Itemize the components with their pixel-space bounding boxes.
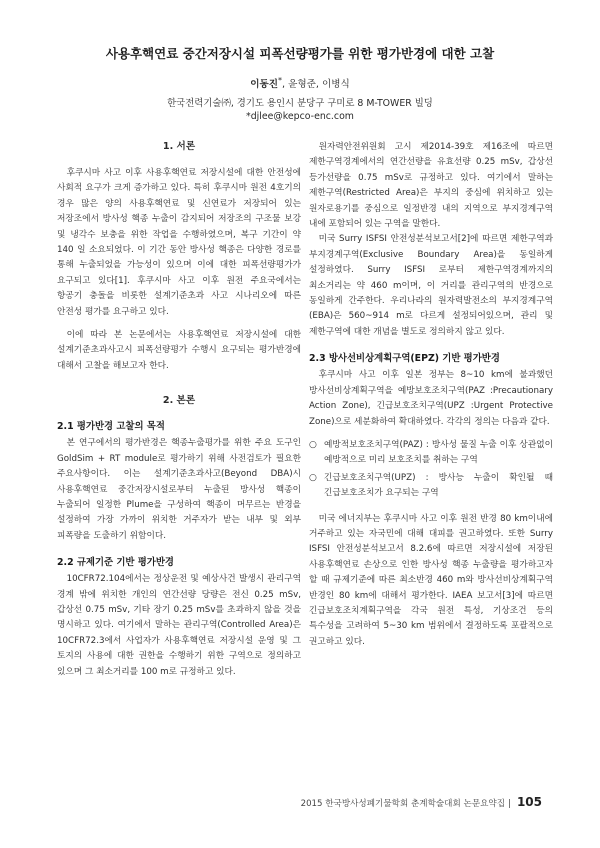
author-email: *djlee@kepco-enc.com xyxy=(246,111,354,122)
author-line xyxy=(40,76,560,90)
intro-paragraph-1: 후쿠시마 사고 이후 사용후핵연료 저장시설에 대한 안전성에 사회적 요구가 크게 증가하고 있다. 특히 후쿠시마 원전 4호기의 경우 많은 양의 사용후핵연료 및 신연료가 저장되어 있는 저장조에서 방사성 핵종 누출이 감지되어 저장조의 구조물 보강 및 냉각수 보충을 위한 작업을 수행하였으며, 복구 기간이 약 140 일 소요되었다. 이 기간 동안 방사성 핵종은 다양한 경로를 통해 누출되었을 가능성이 있으며 이에 대한 피폭선량평가가 요구되고 있다[1]. 후쿠시마 사고 이후 원전 주요국에서는 항공기 충돌을 비롯한 설계기준초과 사고 시나리오에 따른 안전성 평가를 요구하고 있다. xyxy=(57,168,301,317)
section-heading-intro: 1. 서론 xyxy=(162,141,196,152)
left-column xyxy=(57,140,301,680)
s22-paragraph-left: 10CFR72.104에서는 정상운전 및 예상사건 발생시 관리구역 경계 밖에 위치한 개인의 연간선량 당량은 전신 0.25 mSv, 갑상선 0.75 mSv, 기타 장기 0.25 mSv를 초과하지 않을 것을 명시하고 있다. 여기에서 말하는 관리구역(Controlled Area)은 10CFR72.3에서 사업자가 사용후핵연료 저장시설 운영 및 그 토지의 사용에 대한 권한을 수행하기 위한 구역으로 정의하고 있으며 그 최소거리를 100 m로 규정하고 있다. xyxy=(57,574,301,677)
footer-separator: | xyxy=(508,799,511,809)
corresponding-mark: * xyxy=(278,76,282,85)
main-author: 이동진 xyxy=(250,79,278,91)
epz-definition-list xyxy=(309,438,553,502)
list-item-paz xyxy=(309,438,553,469)
list-item-upz-text: 긴급보호조치구역(UPZ) : 방사능 누출이 확인될 때 긴급보호조치가 요구되는 구역 xyxy=(324,472,553,499)
circle-bullet-icon: ○ xyxy=(309,439,317,450)
page-footer xyxy=(301,795,542,809)
paper-title: 사용후핵연료 중간저장시설 피폭선량평가를 위한 평가반경에 대한 고찰 xyxy=(105,46,495,61)
right-column xyxy=(309,140,553,650)
footer-text: 2015 한국방사성폐기물학회 춘계학술대회 논문요약집 xyxy=(300,799,506,809)
s21-paragraph: 본 연구에서의 평가반경은 핵종누출평가를 위한 주요 도구인 GoldSim + RT module로 평가하기 위해 사전검토가 필요한 주요사항이다. 이는 설계기준초과사고(Beyond DBA)시 사용후핵연료 중간저장시설로부터 누출된 방사성 핵종이 누출되어 일정한 Plume을 구성하여 핵종이 머무르는 반경을 설정하여 가장 가까이 위치한 거주자가 받는 내부 및 외부 피폭량을 도출하기 위함이다. xyxy=(57,438,301,541)
list-item-paz-text: 예방적보호조치구역(PAZ) : 방사성 물질 누출 이후 상관없이 예방적으로 미리 보호조치를 취하는 구역 xyxy=(324,439,553,466)
section-heading-body: 2. 본론 xyxy=(162,395,196,407)
s22-paragraph-right-2: 미국 Surry ISFSI 안전성분석보고서[2]에 따르면 제한구역과 부지경계구역(Exclusive Boundary Area)을 동일하게 설정하였다. Surry ISFSI 로부터 제한구역경계까지의 최소거리는 약 460 m이며, 이 거리를 관리구역의 반경으로 동일하게 간주한다. 우리나라의 원자력발전소의 부지경계구역(EBA)은 560~914 m로 다르게 설정되어있으며, 관리 및 제한구역에 대한 개념을 별도로 정의하지 않고 있다. xyxy=(309,234,553,337)
s23-paragraph-2: 미국 에너지부는 후쿠시마 사고 이후 원전 반경 80 km이내에 거주하고 있는 자국민에 대해 대피를 권고하였다. 또한 Surry ISFSI 안전성분석보고서 8.2.6에 따르면 저장시설에 저장된 사용후핵연료 손상으로 인한 방사성 핵종 누출량을 평가하고자 할 때 규제기준에 따른 최소반경 460 m와 방사선비상계획구역 반경인 80 km에 대해서 평가한다. IAEA 보고서[3]에 따르면 긴급보호조치계획구역을 각국 원전 특성, 기상조건 등의 특수성을 고려하여 5~30 km 범위에서 결정하도록 포괄적으로 권고하고 있다. xyxy=(309,513,553,647)
section-heading-2-1: 2.1 평가반경 고찰의 목적 xyxy=(57,421,165,433)
page-number: 105 xyxy=(516,795,542,809)
s23-paragraph-1: 후쿠시마 사고 이후 일본 정부는 8~10 km에 불과했던 방사선비상계획구역을 예방보호조치구역(PAZ :Precautionary Action Zone), 긴급보호조치구역(UPZ :Urgent Protective Zone)으로 세분화하여 확대하였다. 각각의 정의는 다음과 같다. xyxy=(309,370,553,427)
circle-bullet-icon: ○ xyxy=(309,472,317,483)
section-heading-2-2: 2.2 규제기준 기반 평가반경 xyxy=(57,557,174,569)
co-authors: , 윤형준, 이병식 xyxy=(282,79,350,91)
intro-paragraph-2: 이에 따라 본 논문에서는 사용후핵연료 저장시설에 대한 설계기준초과사고시 피폭선량평가 수행시 요구되는 평가반경에 대해서 고찰을 해보고자 한다. xyxy=(57,330,301,371)
s22-paragraph-right-1: 원자력안전위원회 고시 제2014-39호 제16조에 따르면 제한구역경계에서의 연간선량을 유효선량 0.25 mSv, 갑상선 등가선량을 0.75 mSv로 규정하고 있다. 여기에서 말하는 제한구역(Restricted Area)은 부지의 중심에 위치하고 있는 원자로용기를 중심으로 일정반경 내의 지역으로 부지경계구역 내에 포함되어 있는 구역을 말한다. xyxy=(309,142,553,230)
affiliation: 한국전력기술㈜, 경기도 용인시 분당구 구미로 8 M-TOWER 빌딩 xyxy=(167,98,433,109)
section-heading-2-3: 2.3 방사선비상계획구역(EPZ) 기반 평가반경 xyxy=(309,353,500,365)
list-item-upz xyxy=(309,471,553,502)
